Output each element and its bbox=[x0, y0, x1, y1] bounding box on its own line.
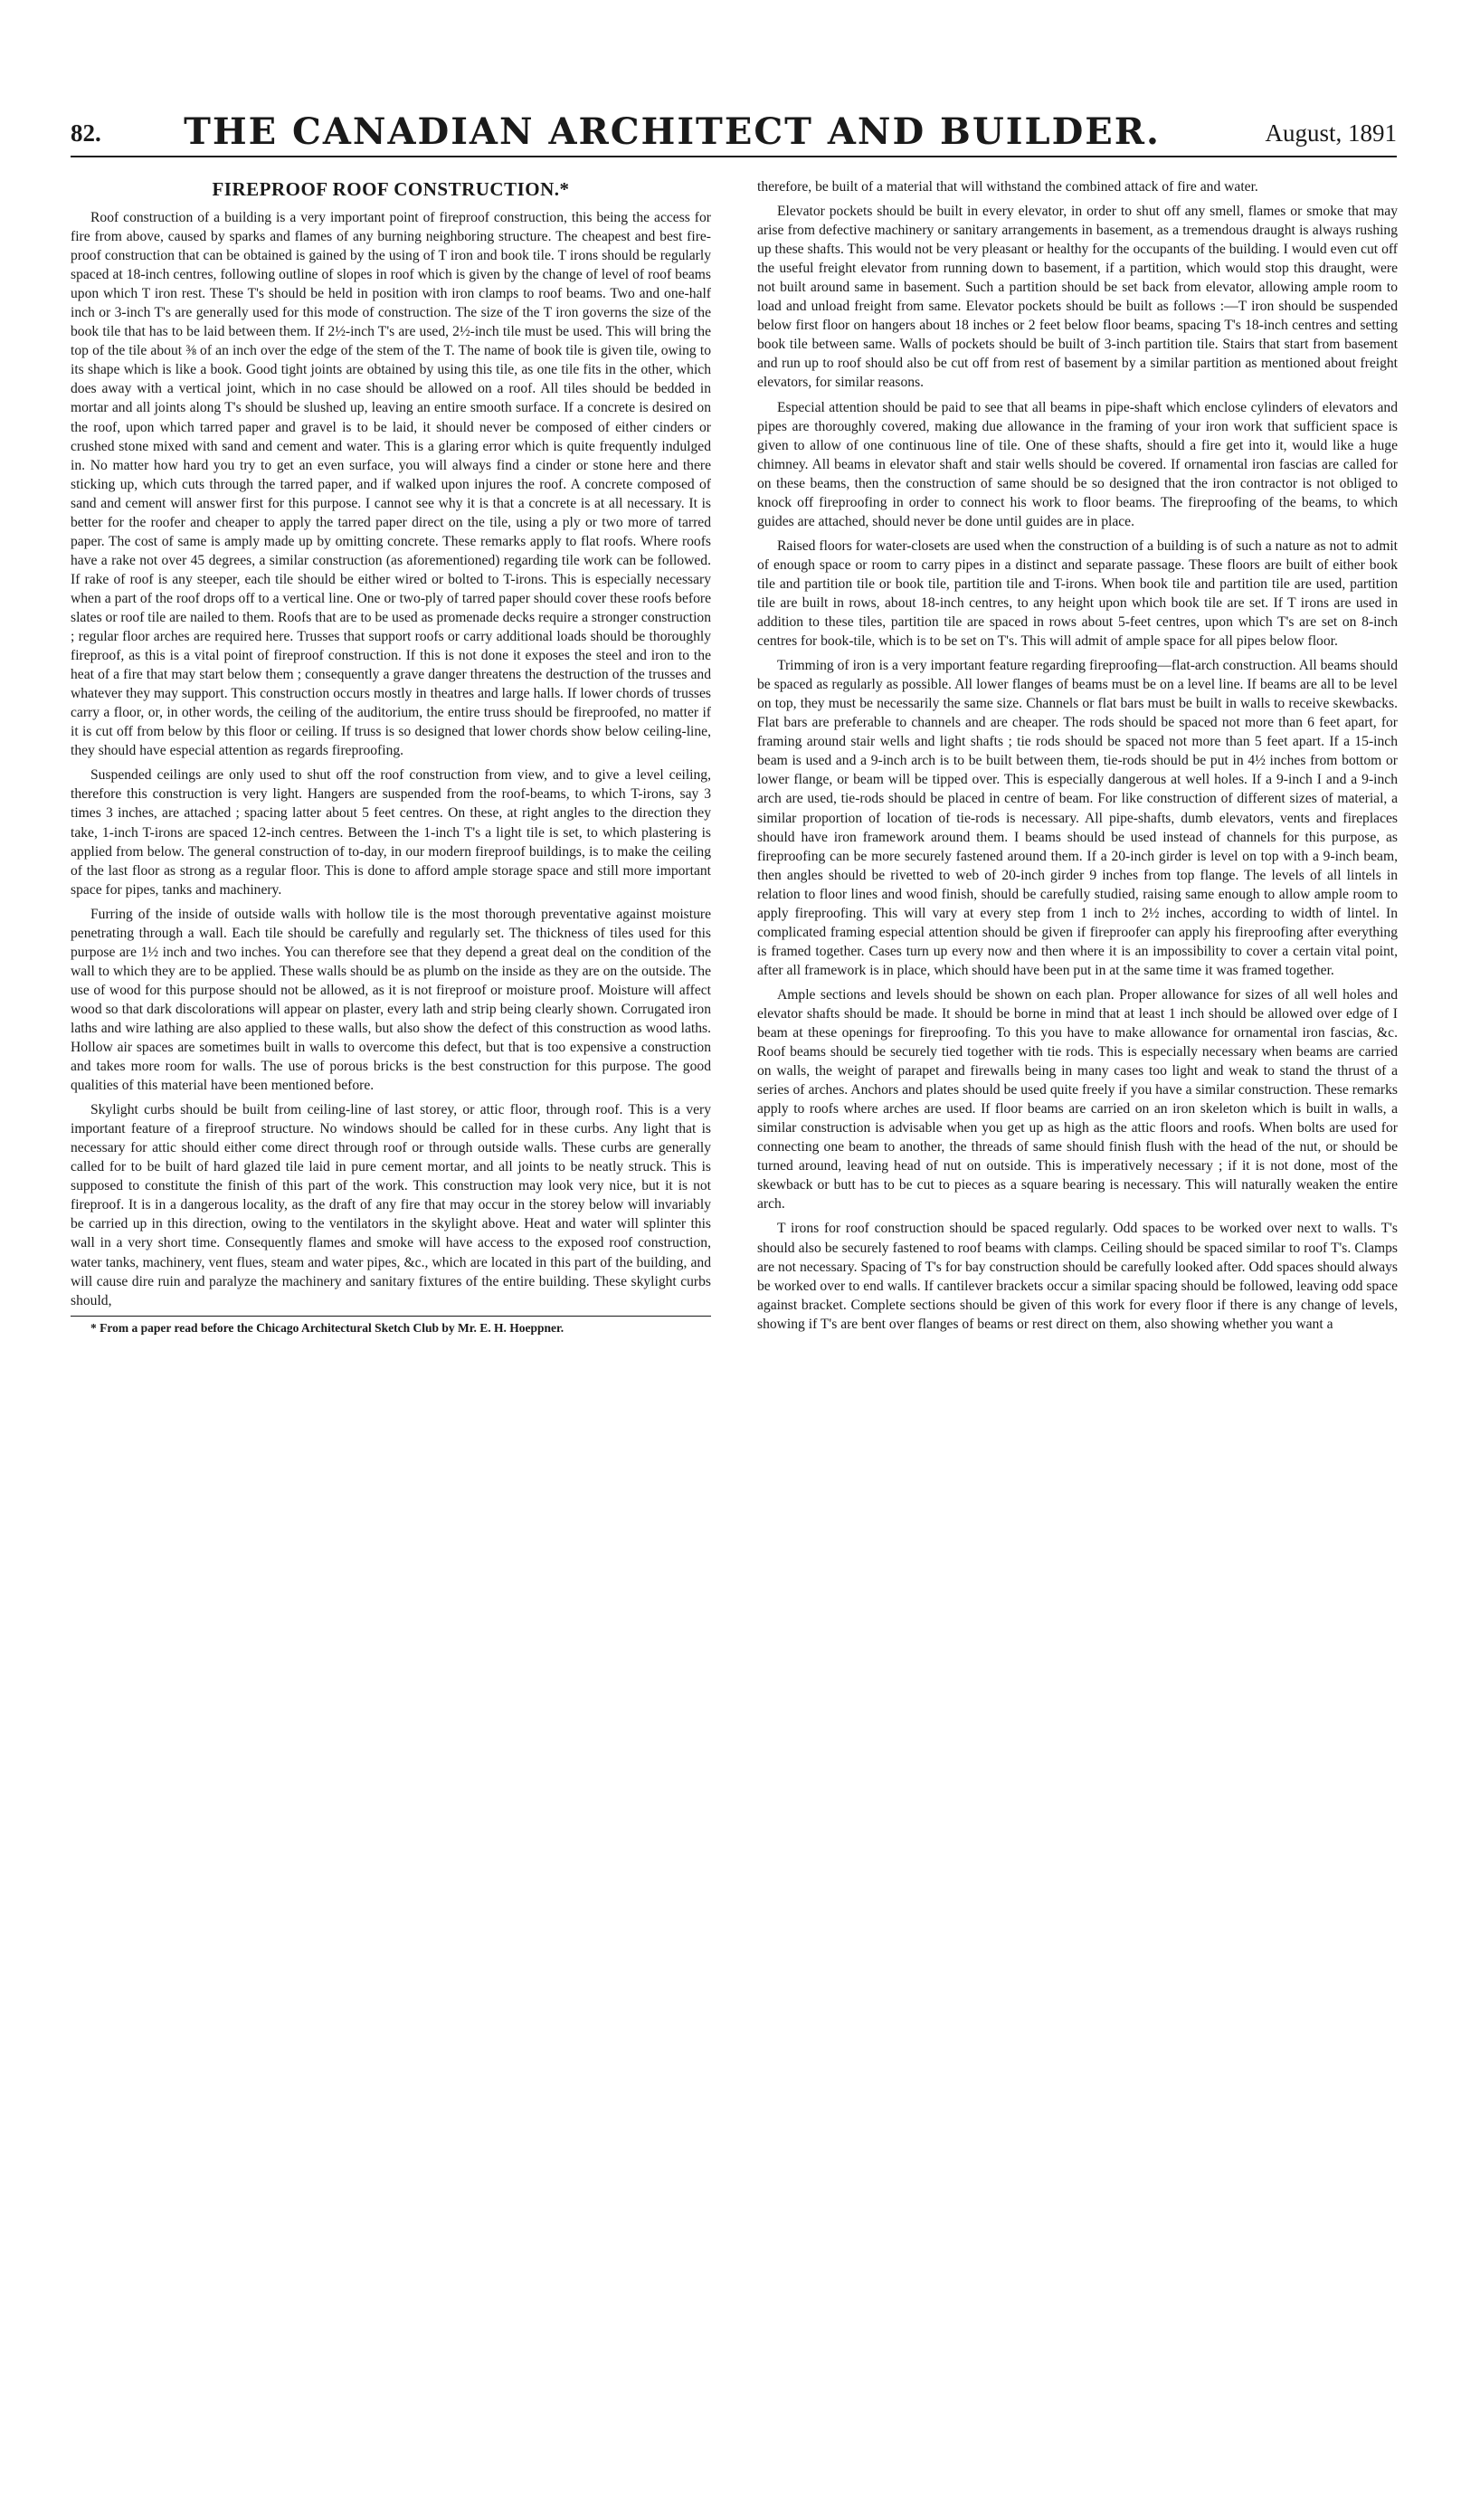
footnote-rule bbox=[71, 1316, 711, 1317]
paragraph: T irons for roof construction should be spaced regularly. Odd spaces to be worked over next to walls. T's should also be securely fastened to roof beams with clamps. Ceiling should be spaced similar to roof T's. Clamps are not necessary. Spacing of T's for bay construction should be carefully looked after. Odd spaces should always be worked over to end walls. If cantilever brackets occur a similar spacing should be followed, leaving odd space against bracket. Complete sections should be given of this work for every floor if there is any change of levels, showing if T's are bent over flanges of beams or rest direct on them, also showing whether you want a bbox=[757, 1221, 1398, 1332]
footnote: * From a paper read before the Chicago Architectural Sketch Club by Mr. E. H. Hoeppner. bbox=[90, 1320, 564, 1335]
paragraph: Raised floors for water-closets are used when the construction of a building is of such a nature as not to admit of enough space or room to carry pipes in a distinct and separate passage. These floors are built of either book tile and partition tile or book tile, partition tile and T-irons. When book tile and partition tile are used, partition tile are built in rows, about 18-inch centres, to any height upon which book tile are set. If T irons are used in addition to these tiles, partition tile are spaced in rows about 5-feet centres, upon which T's are set on 8-inch centres for book-tile, which is to be set on T's. This will admit of ample space for all pipes below floor. bbox=[757, 537, 1398, 650]
issue-date: August, 1891 bbox=[1265, 119, 1397, 147]
paragraph: Especial attention should be paid to see that all beams in pipe-shaft which enclose cylinders of elevators and pipes are thoroughly covered, making due allowance in the framing of your iron work that sufficient space is given to allow of one continuous line of tile. One of these shafts, should a fire get into it, would like a huge chimney. All beams in elevator shaft and stair wells should be covered. If ornamental iron fascias are called for on these beams, then the construction of same should be so designed that the iron contractor is not obliged to knock off fireproofing in order to connect his work to floor beams. The fireproofing of the beams, to which guides are attached, should never be done until guides are in place. bbox=[757, 399, 1398, 529]
right-column bbox=[757, 177, 1398, 2467]
page-number: 82. bbox=[71, 119, 101, 147]
paragraph: Skylight curbs should be built from ceiling-line of last storey, or attic floor, through roof. This is a very important feature of a fireproof structure. No windows should be called for in these curbs. Any light that is necessary for attic should either come direct through roof or through outside walls. These curbs are generally called for to be built of hard glazed tile laid in pure cement mortar, and all joints to be neatly struck. This is supposed to constitute the finish of this part of the work. This construction may look very nice, but it is not fireproof. It is in a dangerous locality, as the draft of any fire that may occur in the storey below will invariably be carried up in this direction, owing to the ventilators in the skylight above. Heat and water will splinter this wall in a very short time. Consequently flames and smoke will have access to the exposed roof construction, water tanks, machinery, vent flues, steam and water pipes, &c., which are located in this part of the building, and will cause dire ruin and paralyze the machinery and sanitary fixtures of the entire building. These skylight curbs should, bbox=[71, 1102, 711, 1308]
paragraph: Suspended ceilings are only used to shut off the roof construction from view, and to give a level ceiling, therefore this construction is very light. Hangers are suspended from the roof-beams, to which T-irons, say 3 times 3 inches, are attached ; spacing latter about 5 feet centres. On these, at right angles to the direction they take, 1-inch T-irons are spaced 12-inch centres. Between the 1-inch T's a light tile is set, to which plastering is applied from below. The general construction of to-day, in our modern fireproof buildings, is to make the ceiling of the last floor as strong as a regular floor. This is done to afford ample storage space and still more important space for pipes, tanks and machinery. bbox=[71, 767, 711, 898]
page-header bbox=[71, 109, 1397, 152]
paragraph: Roof construction of a building is a very important point of fireproof construction, this being the access for fire from above, caused by sparks and flames of any burning neighboring structure. The cheapest and best fire-proof construction that can be obtained is gained by the using of T iron and book tile. T irons should be regularly spaced at 18-inch centres, following outline of slopes in roof which is given by the change of level of roof beams upon which T iron rest. These T's should be held in position with iron clamps to roof beams. Two and one-half inch or 3-inch T's are generally used for this mode of construction. The size of the T iron governs the size of the book tile that has to be laid between them. If 2½-inch T's are used, 2½-inch tile must be used. This will bring the top of the tile about ⅜ of an inch over the edge of the stem of the T. The name of book tile is given tile, owing to its shape which is like a book. Good tight joints are obtained by using this tile, as one tile fits in the other, which does away with a vertical joint, which in no case should be allowed on a roof. All tiles should be bedded in mortar and all joints along T's should be slushed up, leaving an entire smooth surface. If a concrete is desired on the roof, upon which tarred paper and gravel is to be laid, it should never be composed of either cinders or crushed stone mixed with sand and cement and water. This is a glaring error which is quite frequently indulged in. No matter how hard you try to get an even surface, you will always find a cinder or stone here and there sticking up, which cuts through the tarred paper, and if walked upon injures the roof. A concrete composed of sand and cement will answer first for this purpose. I cannot see why it is that a concrete is at all necessary. It is better for the roofer and cheaper to apply the tarred paper direct on the tile, using a ply or two more of tarred paper. The cost of same is amply made up by omitting concrete. These remarks apply to flat roofs. Where roofs have a rake not over 45 degrees, a similar construction (as aforementioned) regarding tile work can be followed. If rake of roof is any steeper, each tile should be either wired or bolted to T-irons. This is especially necessary when a part of the roof drops off to a vertical line. One or two-ply of tarred paper should cover these roofs before slates or roof tile are nailed to them. Roofs that are to be used as promenade decks require a stronger construction ; regular floor arches are required here. Trusses that support roofs or carry additional loads should be thoroughly fireproof, as this is a vital point of fireproof construction. If this is not done it exposes the steel and iron to the heat of a fire that may start below them ; consequently a grave danger threatens the destruction of the trusses and whatever they may support. This construction occurs mostly in theatres and large halls. If lower chords of trusses carry a floor, or, in other words, the ceiling of the auditorium, the entire truss should be fireproofed, no matter if it is cut off from below by this floor or ceiling. If truss is so designed that lower chords show below ceiling-line, they should have especial attention as regards fireproofing. bbox=[71, 210, 711, 759]
paragraph: Ample sections and levels should be shown on each plan. Proper allowance for sizes of all well holes and elevator shafts should be made. It should be borne in mind that at least 1 inch should be allowed over edge of I beam at these openings for fireproofing. To this you have to make allowance for ornamental iron fascias, &c. Roof beams should be securely tied together with tie rods. This is especially necessary when beams are carried on walls, the weight of parapet and firewalls being in many cases too light and weak to stand the thrust of a series of arches. Anchors and plates should be used quite freely if you have a similar construction. These remarks apply to roofs where arches are used. If floor beams are carried on an iron skeleton which is built in walls, a similar construction is advisable when you get up as high as the attic floors and roofs. When bolts are used for connecting one beam to another, the threads of same should finish flush with the head of the nut, or should be turned around, leaving head of nut on outside. This is imperatively necessary ; if it is not done, most of the skewback or butt has to be cut to pieces as a square bearing is necessary. This will naturally weaken the entire arch. bbox=[757, 986, 1398, 1212]
left-column bbox=[71, 177, 711, 2467]
article-title: FIREPROOF ROOF CONSTRUCTION.* bbox=[212, 178, 570, 200]
paragraph: Furring of the inside of outside walls with hollow tile is the most thorough preventative against moisture penetrating through a wall. Each tile should be carefully and regularly set. The thickness of tiles used for this purpose are 1½ inch and two inches. You can therefore see that they depend a great deal on the condition of the wall to which they are to be applied. These walls should be as plumb on the inside as they are on the outside. The use of wood for this purpose should not be allowed, as it is not fireproof or moisture proof. Moisture will affect wood so that dark discolorations will appear on plaster, every lath and strip being clearly shown. Corrugated iron laths and wire lathing are also applied to these walls, but also show the defect of this construction as wood laths. Hollow air spaces are sometimes built in walls to overcome this defect, but that is too expensive a construction and takes more room for walls. The use of porous bricks is the best construction for this purpose. The good qualities of this material have been mentioned before. bbox=[71, 906, 711, 1094]
paragraph: Trimming of iron is a very important feature regarding fireproofing—flat-arch construction. All beams should be spaced as regularly as possible. All lower flanges of beams must be on a level line. If beams are all to be level on top, they must be necessarily the same size. Channels or flat bars must be built in walls to receive skewbacks. Flat bars are preferable to channels and are cheaper. The rods should be spaced not more than 6 feet apart, for framing around stair wells and light shafts ; tie rods should be spaced not more than 5 feet apart. If a 15-inch beam is used and a 9-inch arch is to be built between them, tie-rods should be put in 4½ inches from bottom or lower flange, or beam will be tipped over. This is especially dangerous at well holes. If a 9-inch I and a 9-inch arch are used, tie-rods should be placed in centre of beam. For like construction of different sizes of material, a similar proportion of location of tie-rods is necessary. All pipe-shafts, dumb elevators, vents and fireplaces should have iron framework around them. I beams should be used instead of channels for this purpose, as fireproofing can be more securely fastened around them. If a 20-inch girder is level on top with a 9-inch beam, then angles should be rivetted to web of 20-inch girder 9 inches from top flange. The levels of all lintels in relation to floor lines and wood finish, should be carefully studied, raising same enough to allow ample room to apply fireproofing. This will vary at every step from 1 inch to 2½ inches, according to width of lintel. In complicated framing especial attention should be given if fireproofer can apply his fireproofing after everything is framed together. Cases turn up every now and then where it is an impossibility to cover a certain vital point, after all framework is in place, which should have been put in at the same time it was framed together. bbox=[757, 658, 1398, 978]
header-rule bbox=[71, 156, 1397, 157]
paragraph: Elevator pockets should be built in every elevator, in order to shut off any smell, flames or smoke that may arise from defective machinery or sanitary arrangements in basement, as a tremendous draught is always rushing up these shafts. This would not be very pleasant or healthy for the occupants of the building. I would even cut off the useful freight elevator from running down to basement, if a partition, which would stop this draught, were not built around same in basement. Such a partition should be set back from elevator, allowing ample room to load and unload freight from same. Elevator pockets should be built as follows :—T iron should be suspended below first floor on hangers about 18 inches or 2 feet below floor beams, spacing T's 18-inch centres and setting book tile between same. Walls of pockets should be built of 3-inch partition tile. Stairs that start from basement and run up to roof should also be cut off from rest of basement by a similar partition as mentioned about freight elevators, for similar reasons. bbox=[757, 204, 1398, 391]
publication-title: THE CANADIAN ARCHITECT AND BUILDER. bbox=[184, 110, 1161, 153]
paragraph: therefore, be built of a material that will withstand the combined attack of fire and water. bbox=[757, 179, 1258, 195]
